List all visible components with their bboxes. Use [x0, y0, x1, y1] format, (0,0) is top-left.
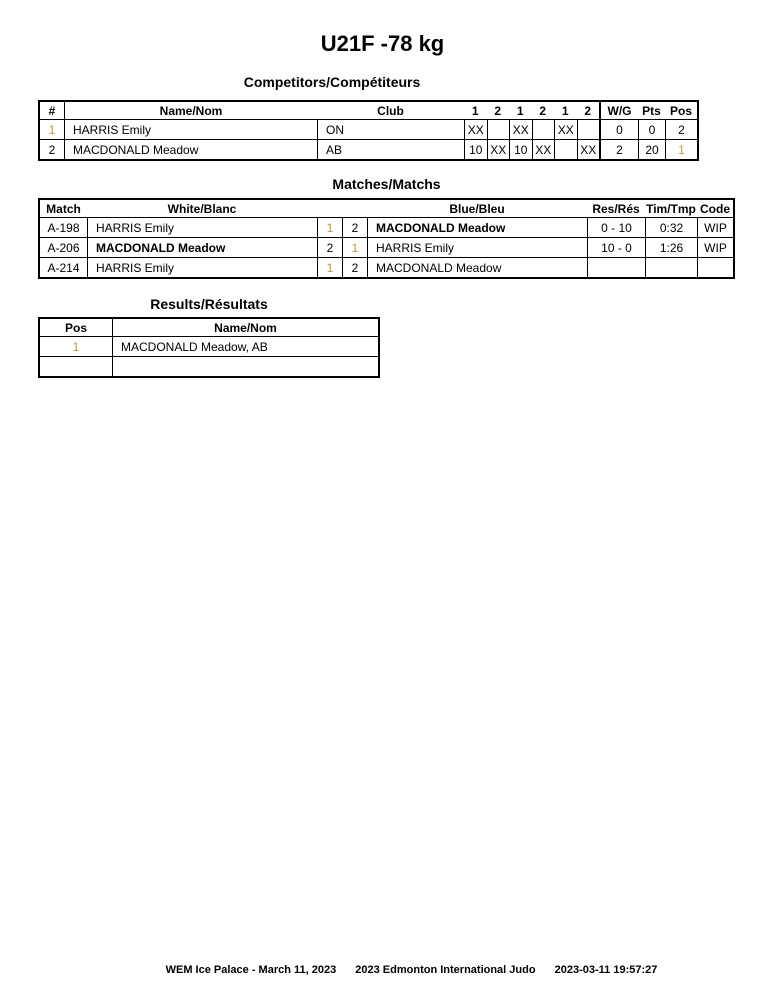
competitor-score-cell: XX — [532, 140, 555, 159]
match-white-name: MACDONALD Meadow — [87, 238, 317, 257]
matches-header-match: Match — [46, 201, 81, 216]
match-white-number: 1 — [317, 218, 342, 237]
match-code: WIP — [697, 238, 733, 257]
competitors-header-pts: Pts — [642, 103, 661, 118]
competitor-score-cell — [487, 120, 510, 139]
competitors-header-wg: W/G — [599, 102, 638, 119]
match-id: A-198 — [47, 220, 80, 235]
result-name — [112, 357, 378, 376]
match-blue-number: 2 — [342, 258, 367, 277]
match-time — [645, 258, 697, 277]
competitor-points: 0 — [638, 120, 665, 139]
footer-venue: WEM Ice Palace - March 11, 2023 — [165, 964, 337, 976]
match-blue-name: HARRIS Emily — [367, 238, 587, 257]
result-name: MACDONALD Meadow, AB — [112, 337, 378, 356]
matches-header-code: Code — [700, 201, 730, 216]
competitor-wins: 0 — [599, 120, 638, 139]
competitor-number: 1 — [48, 122, 56, 137]
competitor-score-cell: XX — [487, 140, 510, 159]
matches-section-heading: Matches/Matchs — [332, 176, 441, 192]
competitor-row — [40, 119, 697, 139]
results-header-pos: Pos — [64, 320, 87, 335]
match-blue-number: 1 — [342, 238, 367, 257]
matches-header-spacer — [342, 200, 367, 217]
competitors-header-round-4: 2 — [539, 103, 547, 118]
competitor-points: 20 — [638, 140, 665, 159]
match-row — [40, 217, 733, 237]
result-row — [40, 356, 378, 376]
match-row — [40, 257, 733, 277]
match-id: A-214 — [47, 260, 80, 275]
match-blue-name: MACDONALD Meadow — [367, 258, 587, 277]
competitor-score-cell — [577, 120, 600, 139]
competitor-score-cell: XX — [554, 120, 577, 139]
matches-table — [38, 198, 735, 279]
results-section-heading: Results/Résultats — [150, 296, 268, 312]
competitor-score-cell: XX — [577, 140, 600, 159]
footer-event: 2023 Edmonton International Judo — [355, 964, 536, 976]
result-position: 1 — [72, 339, 80, 354]
competitors-table — [38, 100, 699, 161]
result-row — [40, 336, 378, 356]
match-time: 0:32 — [645, 218, 697, 237]
match-result: 10 - 0 — [587, 238, 645, 257]
competitor-club: AB — [317, 140, 464, 159]
match-result: 0 - 10 — [587, 218, 645, 237]
match-white-name: HARRIS Emily — [87, 218, 317, 237]
result-position — [40, 357, 112, 376]
matches-header-white: White/Blanc — [167, 201, 237, 216]
competitor-wins: 2 — [599, 140, 638, 159]
competitor-position: 2 — [665, 120, 697, 139]
match-blue-name: MACDONALD Meadow — [367, 218, 587, 237]
competitors-header-round-1: 1 — [471, 103, 479, 118]
competitors-header-round-6: 2 — [584, 103, 592, 118]
competitor-number: 2 — [48, 142, 56, 157]
match-code: WIP — [697, 218, 733, 237]
competitors-header-round-3: 1 — [516, 103, 524, 118]
match-white-name: HARRIS Emily — [87, 258, 317, 277]
competitor-score-cell: 10 — [464, 140, 487, 159]
match-white-number: 1 — [317, 258, 342, 277]
match-blue-number: 2 — [342, 218, 367, 237]
competitor-score-cell: 10 — [509, 140, 532, 159]
competitors-header-num: # — [48, 103, 56, 118]
match-white-number: 2 — [317, 238, 342, 257]
match-time: 1:26 — [645, 238, 697, 257]
results-header-row — [40, 319, 378, 336]
competitors-header-row — [40, 102, 697, 119]
matches-header-tim: Tim/Tmp — [646, 201, 696, 216]
match-result — [587, 258, 645, 277]
competitors-header-club: Club — [377, 103, 404, 118]
competitor-score-cell — [554, 140, 577, 159]
page-title: U21F -78 kg — [320, 31, 445, 56]
competitors-header-pos: Pos — [669, 103, 692, 118]
page-footer — [0, 964, 765, 976]
competitor-position: 1 — [665, 140, 697, 159]
match-row — [40, 237, 733, 257]
matches-header-row — [40, 200, 733, 217]
competitor-score-cell — [532, 120, 555, 139]
footer-timestamp: 2023-03-11 19:57:27 — [554, 964, 658, 976]
competitor-name: HARRIS Emily — [64, 120, 317, 139]
match-id: A-206 — [47, 240, 80, 255]
competitors-header-name: Name/Nom — [64, 102, 317, 119]
competitors-section-heading: Competitors/Compétiteurs — [243, 74, 421, 90]
competitor-club: ON — [317, 120, 464, 139]
competitors-header-round-2: 2 — [494, 103, 502, 118]
matches-header-blue: Blue/Bleu — [449, 201, 505, 216]
competitor-score-cell: XX — [509, 120, 532, 139]
match-code — [697, 258, 733, 277]
competitor-name: MACDONALD Meadow — [64, 140, 317, 159]
matches-header-spacer — [317, 200, 342, 217]
matches-header-res: Res/Rés — [592, 201, 640, 216]
competitor-score-cell: XX — [464, 120, 487, 139]
results-header-name: Name/Nom — [112, 319, 378, 336]
competitors-header-round-5: 1 — [561, 103, 569, 118]
results-table — [38, 317, 380, 378]
competitor-row — [40, 139, 697, 159]
